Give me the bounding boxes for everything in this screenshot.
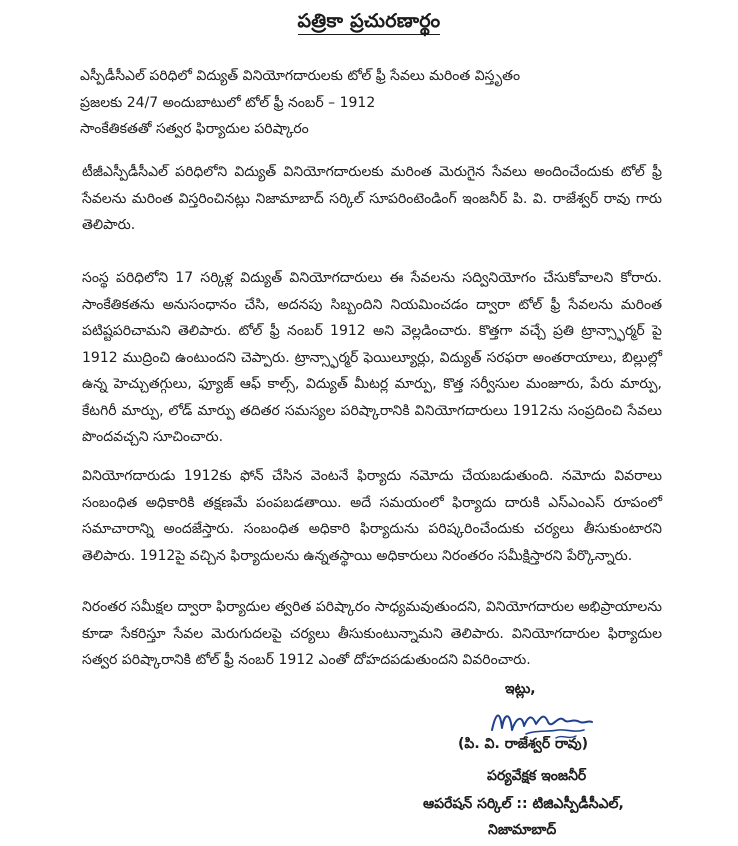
signatory-designation: పర్యవేక్షక ఇంజనీర్ bbox=[487, 768, 587, 784]
paragraph-1: టీజీఎస్పీడీసీఎల్ పరిధిలోని విద్యుత్ వినియోగదారులకు మరింత మెరుగైన సేవలు అందించేందుకు టోల్ ఫ్రీ సేవలను మరింత విస్తరించినట్లు నిజామాబాద్ సర్కిల్ సూపరింటెండింగ్ ఇంజనీర్ పి. వి. రాజేశ్వర్ రావు గారు తెలిపారు. bbox=[82, 164, 662, 233]
headline-block bbox=[80, 63, 680, 143]
document-title bbox=[0, 10, 738, 37]
paragraph-4: నిరంతర సమీక్షల ద్వారా ఫిర్యాదుల త్వరిత పరిష్కారం సాధ్యమవుతుందని, వినియోగదారుల అభిప్రాయాలను కూడా సేకరిస్తూ సేవల మెరుగుదలపై చర్యలు తీసుకుంటున్నామని తెలిపారు. వినియోగదారుల ఫిర్యాదుల సత్వర పరిష్కారానికి టోల్ ఫ్రీ నంబర్ 1912 ఎంతో దోహదపడుతుందని వివరించారు. bbox=[82, 599, 662, 668]
headline-3: సాంకేతికతతో సత్వర ఫిర్యాదుల పరిష్కారం bbox=[80, 121, 309, 137]
paragraph-2: సంస్థ పరిధిలోని 17 సర్కిళ్ల విద్యుత్ వినియోగదారులు ఈ సేవలను సద్వినియోగం చేసుకోవాలని కోరారు. సాంకేతికతను అనుసంధానం చేసి, అదనపు సిబ్బందిని నియమించడం ద్వారా టోల్ ఫ్రీ సేవలను మరింత పటిష్టపరిచామని తెలిపారు. టోల్ ఫ్రీ నంబర్ 1912 అని వెల్లడించారు. కొత్తగా వచ్చే ప్రతి ట్రాన్స్ఫార్మర్ పై 1912 ముద్రించి ఉంటుందని చెప్పారు. ట్రాన్స్ఫార్మర్ ఫెయిల్యూర్లు, విద్యుత్ సరఫరా అంతరాయాలు, బిల్లుల్లో ఉన్న హెచ్చుతగ్గులు, ఫ్యూజ్ ఆఫ్ కాల్స్, విద్యుత్ మీటర్ల మార్పు, కొత్త సర్వీసుల మంజూరు, పేరు మార్పు, కేటగిరీ మార్పు, లోడ్ మార్పు తదితర సమస్యల పరిష్కారానికి వినియోగదారులు 1912ను సంప్రదించి సేవలు పొందవచ్చని సూచించారు. bbox=[82, 270, 662, 445]
document-title-text: పత్రికా ప్రచురణార్థం bbox=[298, 10, 441, 35]
paragraph-3: వినియోగదారుడు 1912కు ఫోన్ చేసిన వెంటనే ఫిర్యాదు నమోదు చేయబడుతుంది. నమోదు వివరాలు సంబంధిత అధికారికి తక్షణమే పంపబడతాయి. అదే సమయంలో ఫిర్యాదు దారుకి ఎస్ఎంఎస్ రూపంలో సమాచారాన్ని అందజేస్తారు. సంబంధిత అధికారి ఫిర్యాదును పరిష్కరించేందుకు చర్యలు తీసుకుంటారని తెలిపారు. 1912పై వచ్చిన ఫిర్యాదులను ఉన్నతస్థాయి అధికారులు నిరంతరం సమీక్షిస్తారని పేర్కొన్నారు. bbox=[82, 468, 662, 564]
signatory-place: నిజామాబాద్ bbox=[488, 822, 557, 838]
headline-2: ప్రజలకు 24/7 అందుబాటులో టోల్ ఫ్రీ నంబర్ – 1912 bbox=[80, 94, 376, 111]
signatory-name: (పి. వి. రాజేశ్వర్ రావు) bbox=[458, 736, 589, 752]
headline-1: ఎస్పీడీసీఎల్ పరిధిలో విద్యుత్ వినియోగదారులకు టోల్ ఫ్రీ సేవలు మరింత విస్తృతం bbox=[80, 68, 521, 84]
signatory-office: ఆపరేషన్ సర్కిల్ :: టిజిఎస్పీడీసీఎల్, bbox=[423, 796, 624, 812]
closing-text: ఇట్లు, bbox=[505, 681, 536, 697]
